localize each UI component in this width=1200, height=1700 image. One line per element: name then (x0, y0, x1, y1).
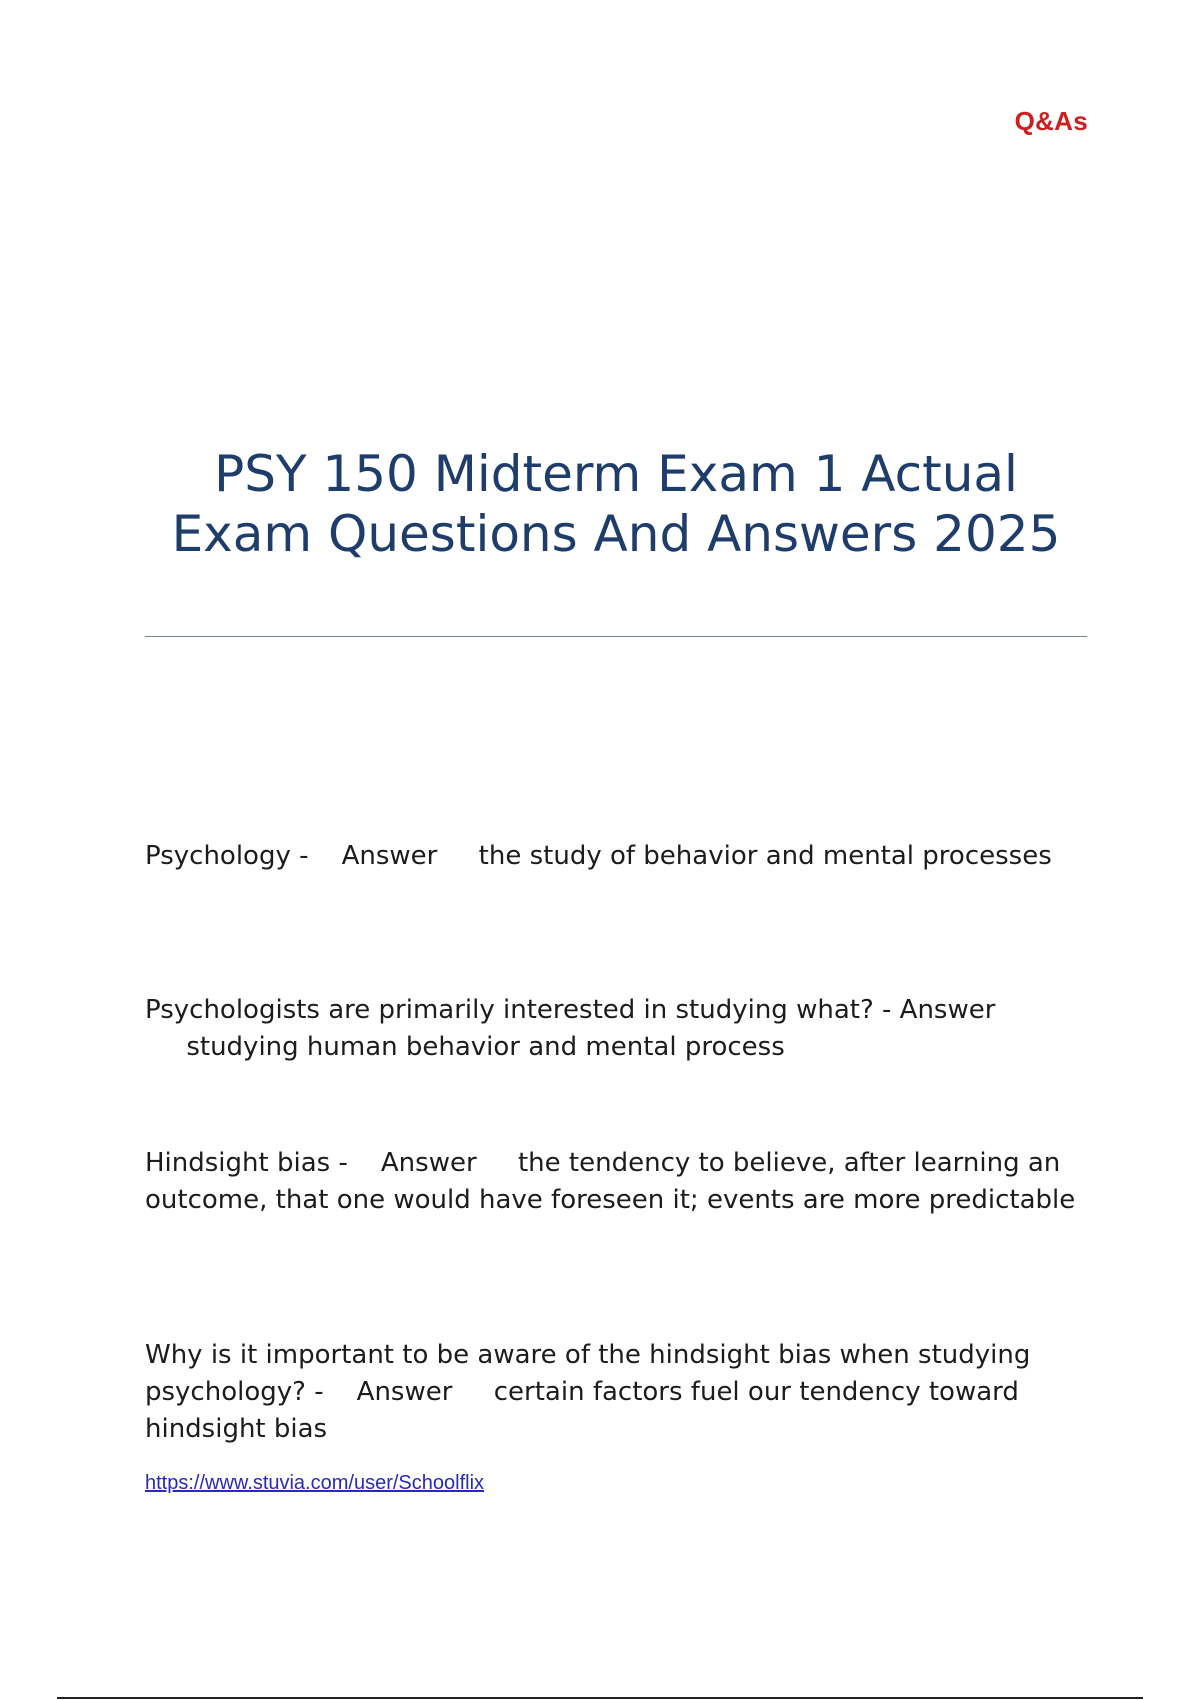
answer-text: the study of behavior and mental processes (478, 841, 1052, 871)
qa-item-3 (145, 1145, 1087, 1219)
title-divider (145, 636, 1087, 637)
footer-divider (57, 1697, 1143, 1699)
profile-link[interactable]: https://www.stuvia.com/user/Schoolflix (145, 1472, 485, 1494)
qa-item-2 (145, 992, 1087, 1066)
question-text: Hindsight bias - (145, 1148, 348, 1178)
answer-text: certain factors fuel our tendency toward hindsight bias (145, 1377, 1019, 1444)
question-text: Psychology - (145, 841, 309, 871)
question-text: Why is it important to be aware of the hindsight bias when studying psychology? - (145, 1340, 1031, 1407)
answer-label: Answer (380, 1148, 477, 1178)
qa-item-1 (145, 838, 1087, 875)
answer-text: the tendency to believe, after learning an outcome, that one would have foreseen it; events are more predictable (145, 1148, 1076, 1215)
answer-text: studying human behavior and mental process (186, 1032, 785, 1062)
answer-label: Answer (341, 841, 438, 871)
question-text: Psychologists are primarily interested in studying what? - (145, 995, 892, 1025)
answer-label: Answer (899, 995, 996, 1025)
qa-tag: Q&As (1014, 106, 1088, 136)
document-title: PSY 150 Midterm Exam 1 Actual Exam Questions And Answers 2025 (171, 445, 1061, 563)
answer-label: Answer (356, 1377, 453, 1407)
qa-item-4 (145, 1337, 1087, 1448)
